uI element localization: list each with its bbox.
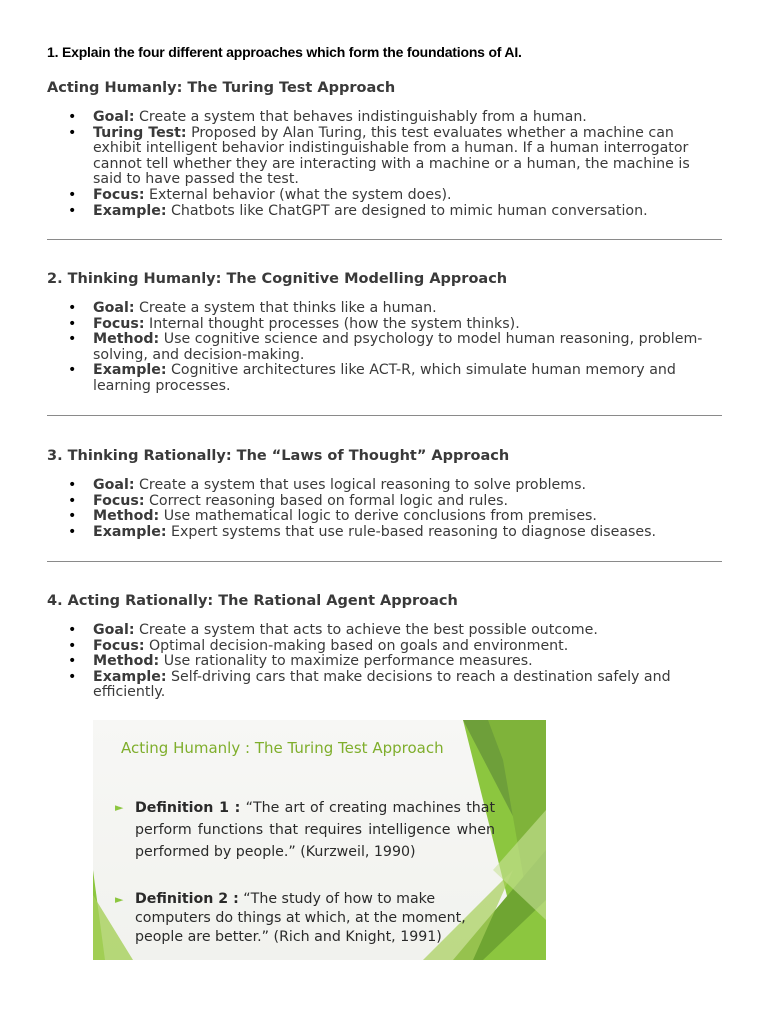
list-item: • Goal: Create a system that behaves indistinguishably from a human. — [47, 110, 722, 126]
section-title: 2. Thinking Humanly: The Cognitive Modelling Approach — [47, 271, 508, 287]
list-item: • Method: Use rationality to maximize performance measures. — [47, 654, 722, 670]
bullet-list — [47, 478, 722, 540]
list-item: • Example: Self-driving cars that make decisions to reach a destination safely and efficiently. — [47, 670, 722, 701]
list-item: • Goal: Create a system that uses logical reasoning to solve problems. — [47, 478, 722, 494]
list-item: • Method: Use mathematical logic to derive conclusions from premises. — [47, 509, 722, 525]
section-thinking-humanly — [47, 270, 722, 395]
section-title: Acting Humanly: The Turing Test Approach — [47, 80, 396, 96]
divider — [47, 561, 722, 562]
question-heading: 1. Explain the four different approaches which form the foundations of AI. — [47, 44, 522, 60]
list-item: • Focus: Correct reasoning based on formal logic and rules. — [47, 494, 722, 510]
slide-definition-2: ► Definition 2 : “The study of how to make computers do things at which, at the moment, people are better.” (Rich and Knight, 1991) — [115, 891, 466, 945]
bullet-list — [47, 623, 722, 701]
bullet-list — [47, 301, 722, 395]
section-acting-humanly — [47, 79, 722, 219]
triangle-bullet-icon: ► — [115, 893, 124, 906]
triangle-bullet-icon: ► — [115, 801, 124, 814]
section-title: 3. Thinking Rationally: The “Laws of Thought” Approach — [47, 448, 510, 464]
slide-image — [93, 720, 546, 960]
divider — [47, 415, 722, 416]
list-item: • Example: Cognitive architectures like ACT-R, which simulate human memory and learning processes. — [47, 363, 722, 394]
list-item: • Goal: Create a system that acts to achieve the best possible outcome. — [47, 623, 722, 639]
divider — [47, 239, 722, 240]
bullet-list — [47, 110, 722, 219]
list-item: • Example: Expert systems that use rule-based reasoning to diagnose diseases. — [47, 525, 722, 541]
section-title: 4. Acting Rationally: The Rational Agent Approach — [47, 593, 458, 609]
list-item: • Focus: Optimal decision-making based on goals and environment. — [47, 639, 722, 655]
list-item: • Turing Test: Proposed by Alan Turing, this test evaluates whether a machine can exhibit intelligent behavior indistinguishable from a human. If a human interrogator cannot tell whether they are interacting with a machine or a human, the machine is said to have passed the test. — [47, 126, 722, 188]
slide-definition-1: ► Definition 1 : “The art of creating machines that perform functions that requires intelligence when performed by people.” (Kurzweil, 1990) — [115, 797, 535, 863]
list-item: • Method: Use cognitive science and psychology to model human reasoning, problem-solving, and decision-making. — [47, 332, 722, 363]
slide-title: Acting Humanly : The Turing Test Approach — [121, 739, 444, 757]
list-item: • Focus: External behavior (what the system does). — [47, 188, 722, 204]
section-thinking-rationally — [47, 447, 722, 540]
list-item: • Focus: Internal thought processes (how the system thinks). — [47, 317, 722, 333]
list-item: • Example: Chatbots like ChatGPT are designed to mimic human conversation. — [47, 204, 722, 220]
list-item: • Goal: Create a system that thinks like a human. — [47, 301, 722, 317]
section-acting-rationally — [47, 592, 722, 701]
